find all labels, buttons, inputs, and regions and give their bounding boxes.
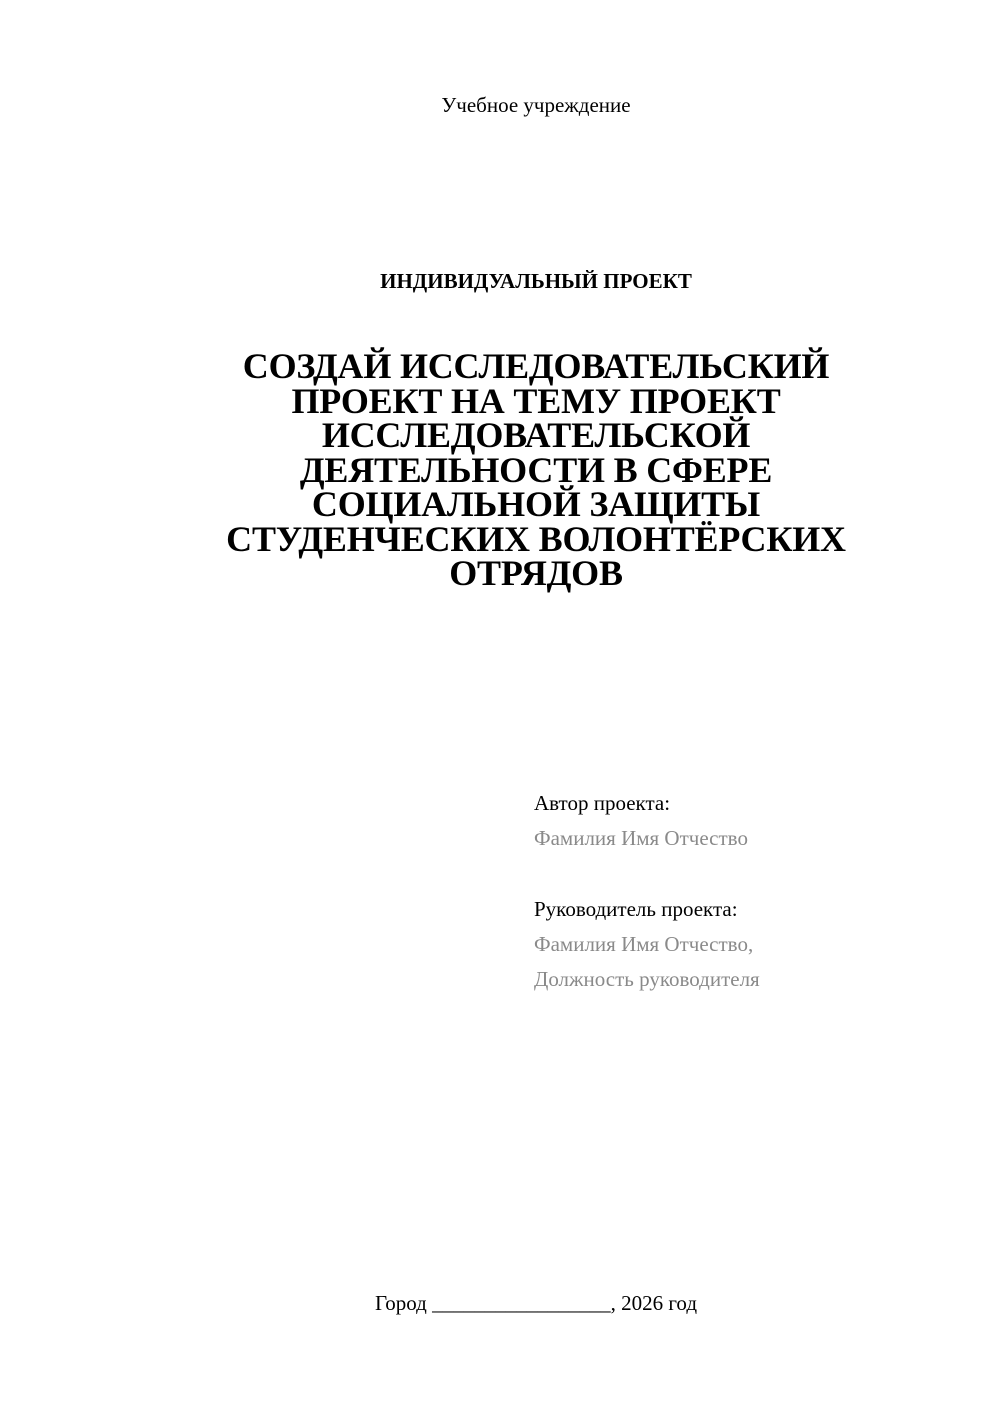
title-line: СТУДЕНЧЕСКИХ ВОЛОНТЁРСКИХ: [226, 518, 846, 559]
title-line: СОЗДАЙ ИССЛЕДОВАТЕЛЬСКИЙ: [242, 346, 830, 386]
institution-name: Учебное учреждение: [441, 93, 631, 117]
author-block: [534, 786, 934, 856]
title-line: ИССЛЕДОВАТЕЛЬСКОЙ: [321, 415, 751, 455]
title-line: ПРОЕКТ НА ТЕМУ ПРОЕКТ: [291, 380, 781, 421]
supervisor-label: Руководитель проекта:: [534, 897, 738, 921]
author-label: Автор проекта:: [534, 791, 671, 815]
title-line: ОТРЯДОВ: [449, 553, 623, 593]
title-line: СОЦИАЛЬНОЙ ЗАЩИТЫ: [311, 484, 761, 524]
supervisor-name: Фамилия Имя Отчество,: [534, 932, 754, 956]
supervisor-block: [534, 892, 934, 997]
project-title: [195, 346, 877, 593]
city-year-line: Город _________________, 2026 год: [374, 1291, 698, 1315]
document-type-label: ИНДИВИДУАЛЬНЫЙ ПРОЕКТ: [380, 269, 692, 293]
author-name: Фамилия Имя Отчество: [534, 826, 748, 850]
title-line: ДЕЯТЕЛЬНОСТИ В СФЕРЕ: [299, 449, 773, 490]
supervisor-position: Должность руководителя: [534, 967, 760, 991]
